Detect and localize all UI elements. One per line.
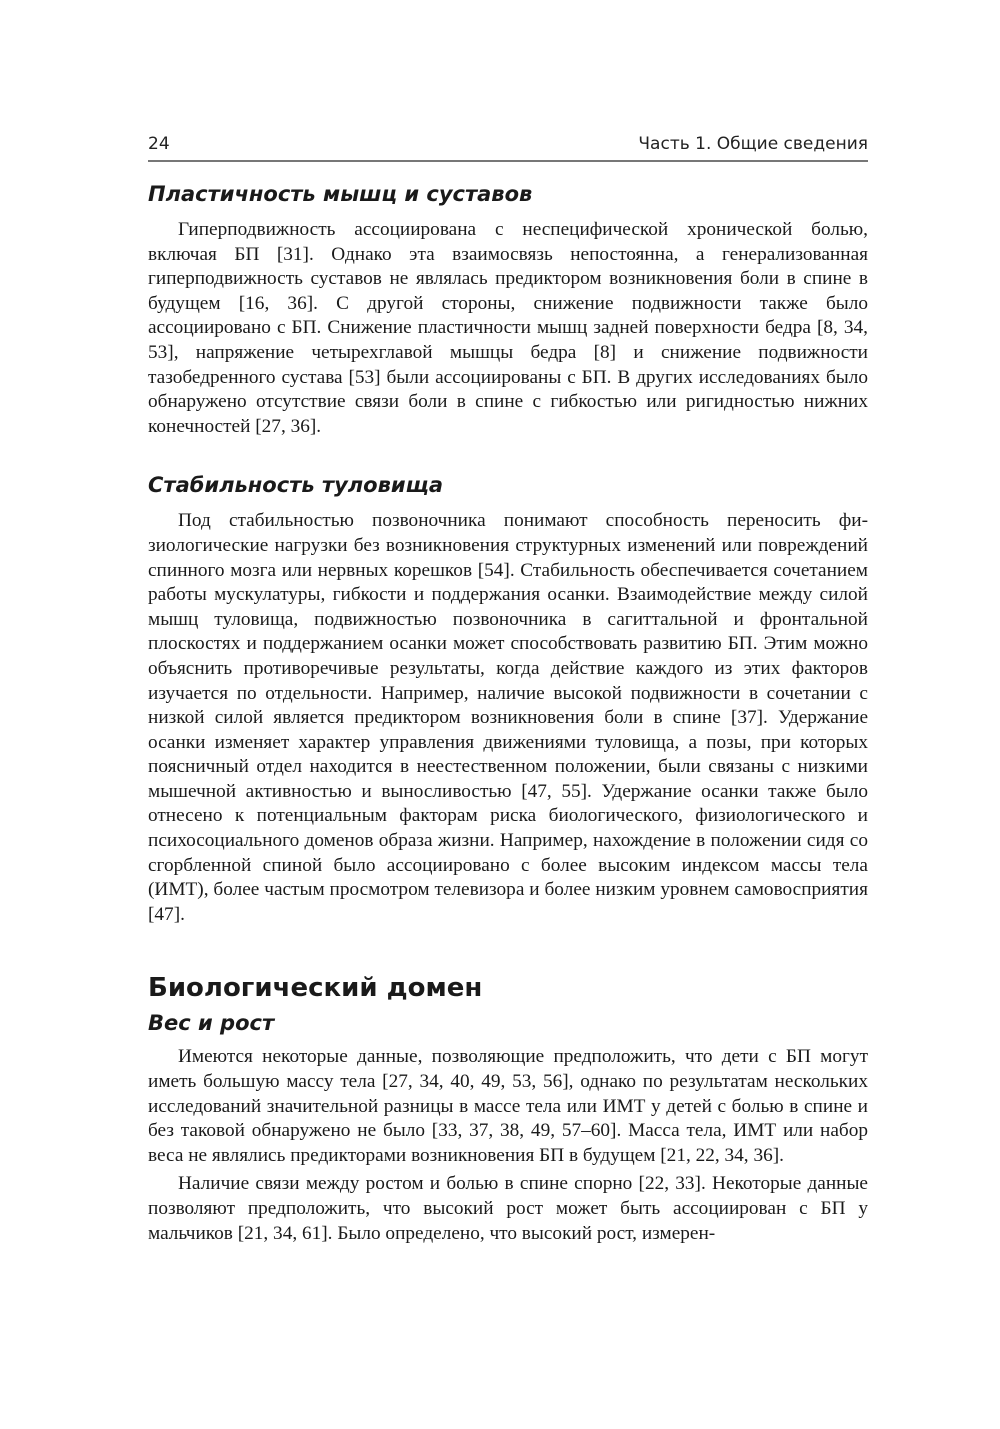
heading-trunk-stability: Стабильность туловища [148,473,443,498]
heading-plasticity: Пластичность мышц и суставов [148,182,533,206]
document-page [148,128,868,1246]
paragraph-trunk-stability: Под стабильностью позвоночника понимают способность переносить физиологические нагрузки без возникновения структурных изменений или повреждений спинного мозга или нервных корешков [54]. Стабильность обеспечивается сочетанием работы мускулатуры, гибкости и поддержания осанки. Взаимодействие между силой мышц туловища, подвижностью позвоночника в сагиттальной и фронтальной плоскостях и поддержанием осанки может способствовать развитию БП. Этим можно объяснить противоречивые результаты, когда действие каждого из этих факторов изучается по отдельности. Например, наличие высокой подвижности в сочетании с низкой силой является предиктором возникновения боли в спине [37]. Удержание осанки изменяет характер управления движениями туловища, а позы, при которых поясничный отдел находится в неестественном положении, были связаны с низкими мышечной активностью и выносливостью [47, 55]. Удержание осанки также было отнесено к потенциальным факторам риска биологического, физиологического и психосоциального доменов образа жизни. Например, нахождение в положении сидя со сгорбленной спиной было ассоциировано с более высоким индексом массы тела (ИМТ), более частым просмотром телевизора и более низким уровнем самовосприятия [47]. [148,510,868,925]
part-title: Часть 1. Общие сведения [638,134,868,154]
heading-biological-domain: Биологический домен [148,973,483,1004]
paragraph-weight-height-1: Имеются некоторые данные, позволяющие предположить, что дети с БП могут иметь большую массу тела [27, 34, 40, 49, 53, 56], однако по результатам нескольких исследований значительной разницы в массе тела или ИМТ у детей с болью в спине и без таковой обнаружено не было [33, 37, 38, 49, 57–60]. Масса тела, ИМТ или набор веса не являлись предикторами возникновения БП в будущем [21, 22, 34, 36]. [148,1046,868,1166]
page-number: 24 [148,134,170,154]
heading-weight-height: Вес и рост [148,1011,275,1036]
running-header [148,128,868,162]
paragraph-weight-height-2: Наличие связи между ростом и болью в спине спорно [22, 33]. Некоторые данные позволяют предположить, что высокий рост может быть ассоциирован с БП у мальчиков [21, 34, 61]. Было определено, что высокий рост, измерен- [148,1173,868,1244]
paragraph-plasticity: Гиперподвижность ассоциирована с неспецифической хронической болью, включая БП [31]. Однако эта взаимосвязь непостоянна, а генерализованная гиперподвижность суставов не являлась предиктором возникновения боли в спине в будущем [16, 36]. С другой стороны, снижение подвижности также было ассоциировано с БП. Снижение пластичности мышц задней поверхности бедра [8, 34, 53], напряжение четырехглавой мышцы бедра [8] и снижение подвижности тазобедренного сустава [53] были ассоциированы с БП. В других исследованиях было обнаружено отсутствие связи боли в спине с гибкостью или ригидностью нижних конечностей [27, 36]. [148,219,868,437]
